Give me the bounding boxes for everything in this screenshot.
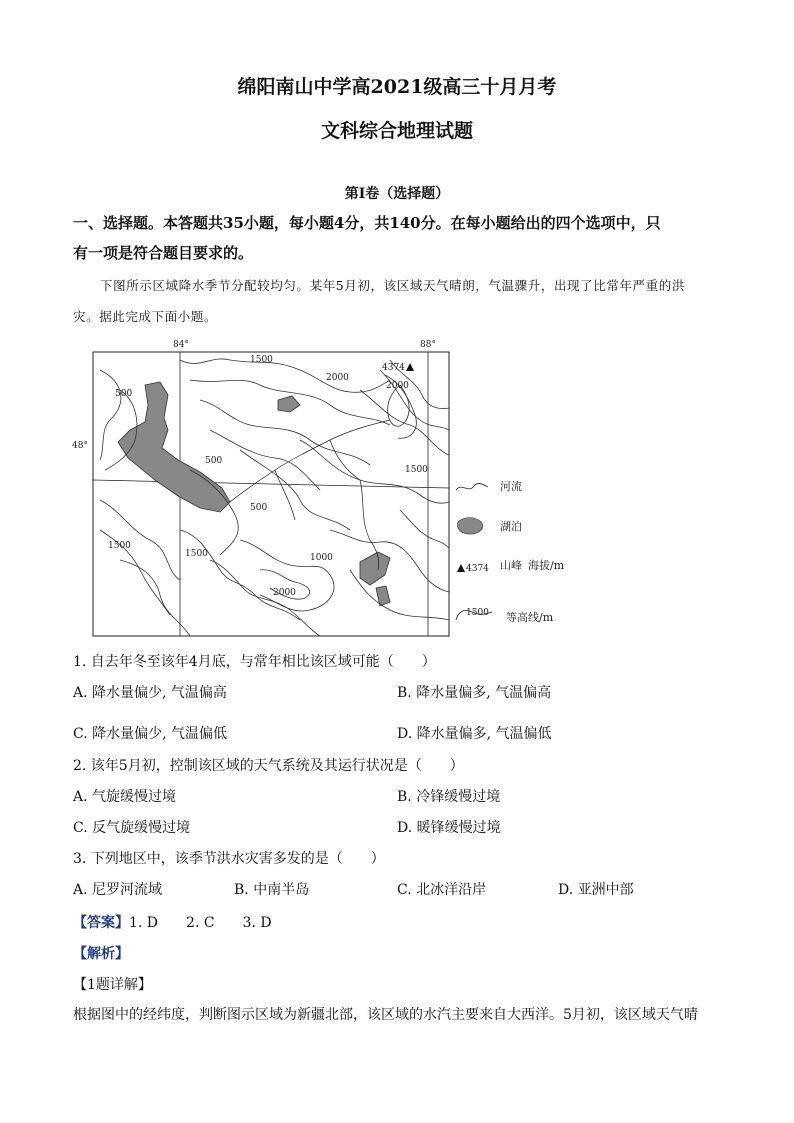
question-2-option-c: C. 反气旋缓慢过境 — [73, 820, 191, 836]
answer-row — [73, 912, 272, 932]
contour-label: 2000 — [386, 381, 409, 391]
page-subtitle: 文科综合地理试题 — [320, 120, 473, 142]
contour-label: 1500 — [185, 549, 208, 559]
answer-values: 1. D 2. C 3. D — [129, 915, 272, 931]
question-1-option-a: A. 降水量偏少, 气温偏高 — [73, 685, 227, 701]
question-2-option-a: A. 气旋缓慢过境 — [73, 789, 177, 805]
legend-peak-value: 4374 — [466, 564, 489, 574]
question-1-option-d: D. 降水量偏多, 气温偏低 — [397, 726, 552, 742]
legend-lake-icon — [457, 518, 482, 534]
contour-label: 500 — [115, 389, 133, 399]
legend-peak-unit: 海拔/m — [528, 559, 565, 572]
contour-label: 1500 — [250, 355, 273, 365]
question-3-option-b: B. 中南半岛 — [234, 882, 310, 898]
parallel-48 — [93, 480, 449, 488]
legend-peak-icon — [457, 564, 465, 572]
question-3-option-d: D. 亚洲中部 — [558, 882, 634, 898]
lake-west — [118, 382, 230, 512]
instruction-line-2: 有一项是符合题目要求的。 — [73, 244, 254, 262]
analysis-text: 根据图中的经纬度，判断图示区域为新疆北部，该区域的水汽主要来自大西洋。5月初，该区域天气晴 — [73, 1007, 698, 1023]
legend-river-label: 河流 — [500, 480, 522, 493]
question-3-option-c: C. 北冰洋沿岸 — [397, 882, 487, 898]
contour-label: 2000 — [326, 373, 349, 383]
analysis-sub-label: 【1题详解】 — [73, 977, 152, 993]
question-3-stem: 3. 下列地区中，该季节洪水灾害多发的是（ ） — [73, 851, 385, 867]
intro-line-1: 下图所示区域降水季节分配较均匀。某年5月初，该区域天气晴朗，气温骤升，出现了比常年严重的洪 — [100, 278, 685, 293]
lake-east — [360, 552, 390, 585]
intro-line-2: 灾。据此完成下面小题。 — [73, 309, 218, 324]
legend-river-icon — [456, 484, 488, 490]
river-lines — [230, 420, 390, 570]
section-label: 第Ⅰ卷（选择题） — [344, 186, 450, 202]
legend-peak-label: 山峰 — [500, 559, 522, 572]
answer-label: 【答案】 — [73, 915, 129, 931]
lake-small — [278, 396, 300, 412]
page-title: 绵阳南山中学高2021级高三十月月考 — [237, 76, 557, 98]
peak-marker-icon — [406, 363, 414, 371]
lat-label-48: 48° — [72, 441, 88, 451]
contour-label: 1500 — [108, 541, 131, 551]
question-1-option-b: B. 降水量偏多, 气温偏高 — [397, 685, 552, 701]
lon-label-84: 84° — [173, 340, 189, 350]
question-2-option-d: D. 暖锋缓慢过境 — [397, 820, 501, 836]
lon-label-88: 88° — [420, 340, 436, 350]
legend-contour-value: 1500 — [466, 608, 489, 618]
question-2-option-b: B. 冷锋缓慢过境 — [397, 789, 501, 805]
legend-contour-label: 等高线/m — [506, 611, 554, 624]
contour-label: 2000 — [273, 588, 296, 598]
question-1-stem: 1. 自去年冬至该年4月底，与常年相比该区域可能（ ） — [73, 654, 436, 670]
instruction-line-1: 一、选择题。本答题共35小题，每小题4分，共140分。在每小题给出的四个选项中，只 — [73, 214, 661, 232]
topographic-map — [60, 330, 580, 650]
question-1-option-c: C. 降水量偏少, 气温偏低 — [73, 726, 228, 742]
question-2-stem: 2. 该年5月初，控制该区域的天气系统及其运行状况是（ ） — [73, 758, 464, 774]
contour-label: 1500 — [405, 465, 428, 475]
peak-label: 4374 — [382, 363, 405, 373]
contour-label: 1000 — [310, 553, 333, 563]
contour-label: 500 — [205, 456, 223, 466]
analysis-label: 【解析】 — [73, 946, 129, 962]
legend-lake-label: 湖泊 — [500, 520, 522, 533]
contour-label: 500 — [250, 503, 268, 513]
question-3-option-a: A. 尼罗河流域 — [73, 882, 163, 898]
